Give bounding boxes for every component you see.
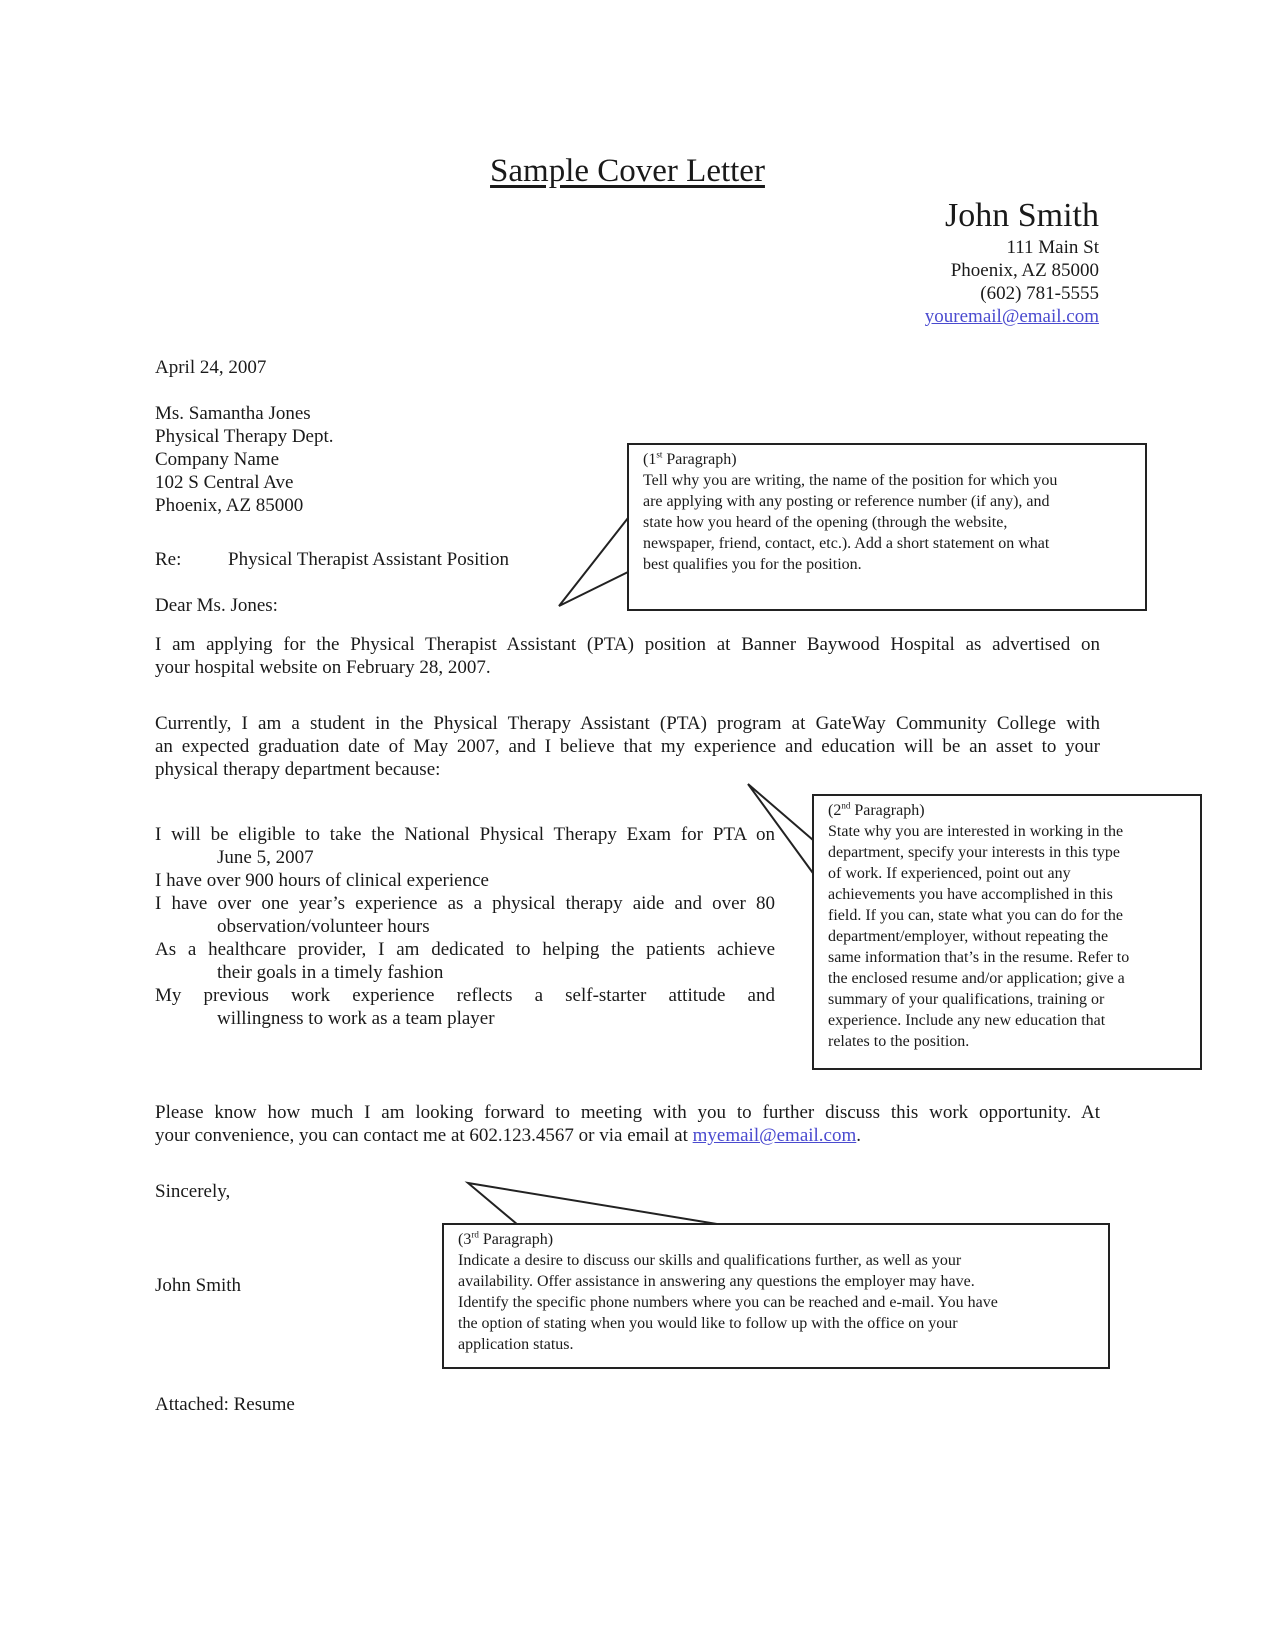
- callout-1st-paragraph: [627, 443, 1147, 611]
- recipient-street: 102 S Central Ave: [155, 472, 294, 493]
- callout-line: best qualifies you for the position.: [643, 556, 862, 573]
- recipient-dept: Physical Therapy Dept.: [155, 426, 334, 447]
- list-item-line: I have over one year’s experience as a physical therapy aide and over 80: [155, 893, 775, 914]
- callout-line: the option of stating when you would like to follow up with the office on your: [458, 1315, 958, 1332]
- sender-email-link[interactable]: youremail@email.com: [924, 306, 1099, 327]
- callout-heading: (3rd Paragraph): [458, 1229, 554, 1248]
- paragraph-1-line: I am applying for the Physical Therapist Assistant (PTA) position at Banner Baywood Hospital as advertised on: [155, 634, 1100, 655]
- callout-line: achievements you have accomplished in this: [828, 886, 1113, 903]
- callout-line: department, specify your interests in this type: [828, 844, 1120, 861]
- list-item-continuation: June 5, 2007: [217, 847, 314, 868]
- re-text: Physical Therapist Assistant Position: [228, 549, 509, 570]
- re-label: Re:: [155, 549, 182, 570]
- callout-line: Indicate a desire to discuss our skills and qualifications further, as well as your: [458, 1252, 962, 1269]
- sender-street: 111 Main St: [1006, 237, 1099, 258]
- signoff: Sincerely,: [155, 1181, 231, 1202]
- callout-line: state how you heard of the opening (through the website,: [643, 514, 1008, 531]
- callout-line: are applying with any posting or reference number (if any), and: [643, 493, 1050, 510]
- attachment-note: Attached: Resume: [155, 1394, 295, 1415]
- salutation: Dear Ms. Jones:: [155, 595, 278, 616]
- paragraph-2-line: physical therapy department because:: [155, 759, 441, 780]
- callout-line: application status.: [458, 1336, 574, 1353]
- list-item-continuation: their goals in a timely fashion: [217, 962, 444, 983]
- contact-email-link[interactable]: myemail@email.com: [692, 1125, 857, 1146]
- callout-line: field. If you can, state what you can do for the: [828, 907, 1124, 924]
- closing-line: your convenience, you can contact me at 602.123.4567 or via email at: [155, 1125, 693, 1146]
- paragraph-1-line: your hospital website on February 28, 2007.: [155, 657, 491, 678]
- paragraph-2-line: an expected graduation date of May 2007, and I believe that my experience and education will be an asset to your: [155, 736, 1100, 757]
- callout-3-pointer: [468, 1183, 723, 1225]
- callout-line: newspaper, friend, contact, etc.). Add a short statement on what: [643, 535, 1050, 552]
- callout-2nd-paragraph: [812, 794, 1202, 1070]
- callout-heading: (2nd Paragraph): [828, 800, 925, 819]
- paragraph-2-line: Currently, I am a student in the Physical Therapy Assistant (PTA) program at GateWay Community College with: [155, 713, 1100, 734]
- list-item-continuation: observation/volunteer hours: [217, 916, 430, 937]
- list-item-line: As a healthcare provider, I am dedicated to helping the patients achieve: [155, 939, 775, 960]
- recipient-company: Company Name: [155, 449, 280, 470]
- sender-city: Phoenix, AZ 85000: [950, 260, 1099, 281]
- callout-line: of work. If experienced, point out any: [828, 865, 1071, 882]
- list-item-continuation: willingness to work as a team player: [217, 1008, 495, 1029]
- closing-line: Please know how much I am looking forward to meeting with you to further discuss this work opportunity. At: [155, 1102, 1100, 1123]
- callout-2-pointer: [748, 784, 818, 880]
- sender-phone: (602) 781-5555: [980, 283, 1099, 304]
- list-item-line: I have over 900 hours of clinical experience: [155, 870, 489, 891]
- closing-period: .: [856, 1125, 862, 1146]
- callout-line: Tell why you are writing, the name of the position for which you: [643, 472, 1058, 489]
- callout-line: department/employer, without repeating the: [828, 928, 1109, 945]
- callout-line: same information that’s in the resume. Refer to: [828, 949, 1130, 966]
- letter-date: April 24, 2007: [155, 357, 267, 378]
- callout-line: State why you are interested in working in the: [828, 823, 1124, 840]
- callout-line: Identify the specific phone numbers where you can be reached and e-mail. You have: [458, 1294, 998, 1311]
- page-title: Sample Cover Letter: [490, 153, 765, 189]
- list-item-line: I will be eligible to take the National Physical Therapy Exam for PTA on: [155, 824, 775, 845]
- callout-line: relates to the position.: [828, 1033, 970, 1050]
- callout-3rd-paragraph: [442, 1223, 1110, 1369]
- callout-line: experience. Include any new education that: [828, 1012, 1106, 1029]
- recipient-name: Ms. Samantha Jones: [155, 403, 311, 424]
- callout-line: summary of your qualifications, training or: [828, 991, 1105, 1008]
- callout-line: availability. Offer assistance in answering any questions the employer may have.: [458, 1273, 975, 1290]
- recipient-city: Phoenix, AZ 85000: [155, 495, 304, 516]
- callout-1-pointer: [559, 518, 628, 606]
- signature-name: John Smith: [155, 1275, 242, 1296]
- callout-line: the enclosed resume and/or application; give a: [828, 970, 1125, 987]
- list-item-line: My previous work experience reflects a self-starter attitude and: [155, 985, 775, 1006]
- callout-heading: (1st Paragraph): [643, 449, 737, 468]
- sender-name: John Smith: [945, 197, 1099, 234]
